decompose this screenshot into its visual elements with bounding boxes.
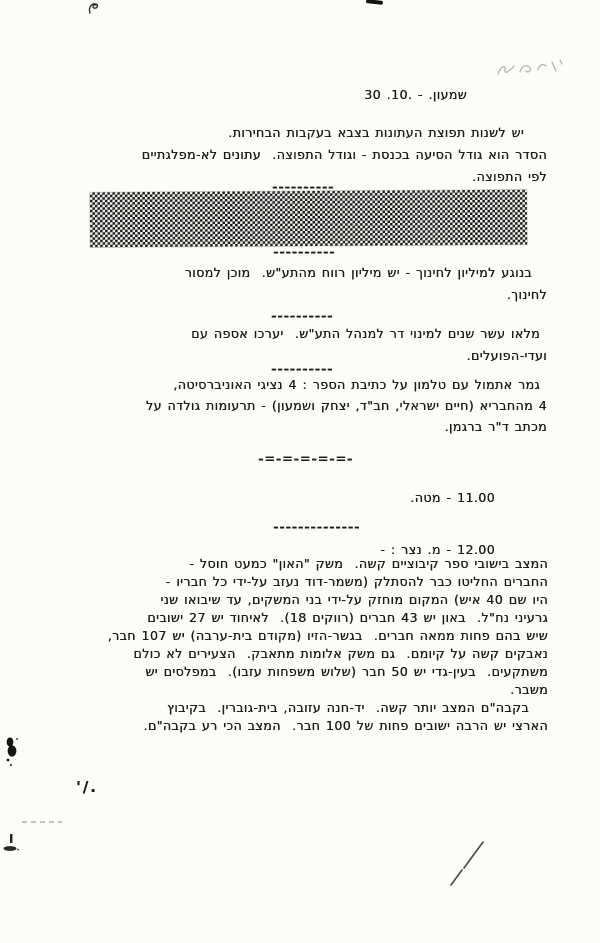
- para-kibbutzim-line-2: החברים החליטו כבר להסתלק (משמר-דוד נעזב על-ידי כל חבריו -: [165, 574, 548, 589]
- para-kibbutzim-line-1: המצב בישובי ספר קיבוציים קשה. משק "האון" כמעט חוסל -: [189, 556, 548, 571]
- entry-1100-line: 11.00 - מטה.: [410, 490, 495, 505]
- para-book-line-2: 4 מהחבריא (חיים ישראלי, חב"ד, יצחק ושמעון) - תרעומות גולדה על: [145, 398, 547, 413]
- para-education-line-2: לחינוך.: [506, 287, 547, 302]
- separator-1: ----------: [272, 179, 335, 194]
- para-book-line-1: גמר אתמול עם טלמון על כתיבת הספר : 4 נציגי האוניברסיטה,: [173, 377, 540, 392]
- entry-1200-line: 12.00 - מ. נצר : -: [380, 542, 495, 557]
- pencil-scribble-top-right: [494, 56, 564, 82]
- redacted-block: [90, 190, 527, 248]
- para-kibbutzim-line-6: נאבקים קשה על קיומם. גם משק אלומות מתאבק. הצעירים לא כולם: [133, 646, 548, 661]
- para-education-line-1: בנוגע למיליון לחינוך - יש מיליון רווח מהתע"ש. מוכן למסור: [184, 265, 532, 280]
- para-press-line-3: לפי התפוצה.: [472, 169, 547, 184]
- entry-date-line: 30 .10. - שמעון.‏: [364, 87, 467, 102]
- para-kibbutzim-line-5: שיש בהם פחות ממאה חברים. בגשר-הזיו (מקודם בית-ערבה) יש 107 חבר,: [107, 628, 548, 643]
- separator-5: -=-=-=-=-=-: [258, 451, 354, 466]
- para-kibbutzim-line-8: משבר.: [510, 682, 548, 697]
- separator-2: ----------: [273, 244, 336, 259]
- faint-dashes-bottom-left: [22, 821, 62, 823]
- ink-blot-left-margin: [3, 734, 23, 768]
- para-press-line-1: יש לשנות תפוצת העתונות בצבא בעקבות הבחירות.: [228, 125, 524, 140]
- para-kibbutzim-line-10: הארצי יש הרבה ישובים פחות של 100 חבר. המצב הכי רע בקבה"ם.: [143, 718, 548, 733]
- para-press-line-2: הסדר הוא גודל הסיעה בכנסת - וגודל התפוצה. עתונים לא-מפלגתיים: [141, 147, 547, 162]
- para-kibbutzim-line-3: היו שם 40 איש) המקום מוחזק על-ידי בני המשקים, עד שיבואו שני: [160, 592, 548, 607]
- separator-6: --------------: [273, 519, 361, 534]
- pencil-slash-bottom-right: [446, 839, 488, 889]
- para-taas-line-2: ועדי-הפועלים.: [466, 348, 547, 363]
- para-taas-line-1: מלאו עשר שנים למינוי דר למנהל התע"ש. יערכו אספה עם: [191, 326, 540, 341]
- para-kibbutzim-line-7: משתקעים. בעין-גדי יש 50 חבר (שלוש משפחות עזבו). במפלסים יש: [145, 664, 548, 679]
- para-kibbutzim-line-4: גרעיני נח"ל. באון יש 43 חברים (רווקים 18). לאיחוד יש 27 ישובים: [147, 610, 548, 625]
- handwriting-squiggle-top: [85, 1, 103, 16]
- typed-slash-mark: '/.: [76, 778, 98, 796]
- scan-smudge-top-edge: [366, 0, 383, 5]
- para-book-line-3: מכתב ד"ר ברגמן.: [444, 419, 547, 434]
- para-kibbutzim-line-9: בקבה"ם המצב יותר קשה. יד-חנה עזובה, בית-גוברין. בקיבוץ: [167, 700, 529, 715]
- ink-speck-left-edge: [1, 832, 21, 854]
- separator-3: ----------: [271, 308, 334, 323]
- separator-4: ----------: [271, 361, 334, 376]
